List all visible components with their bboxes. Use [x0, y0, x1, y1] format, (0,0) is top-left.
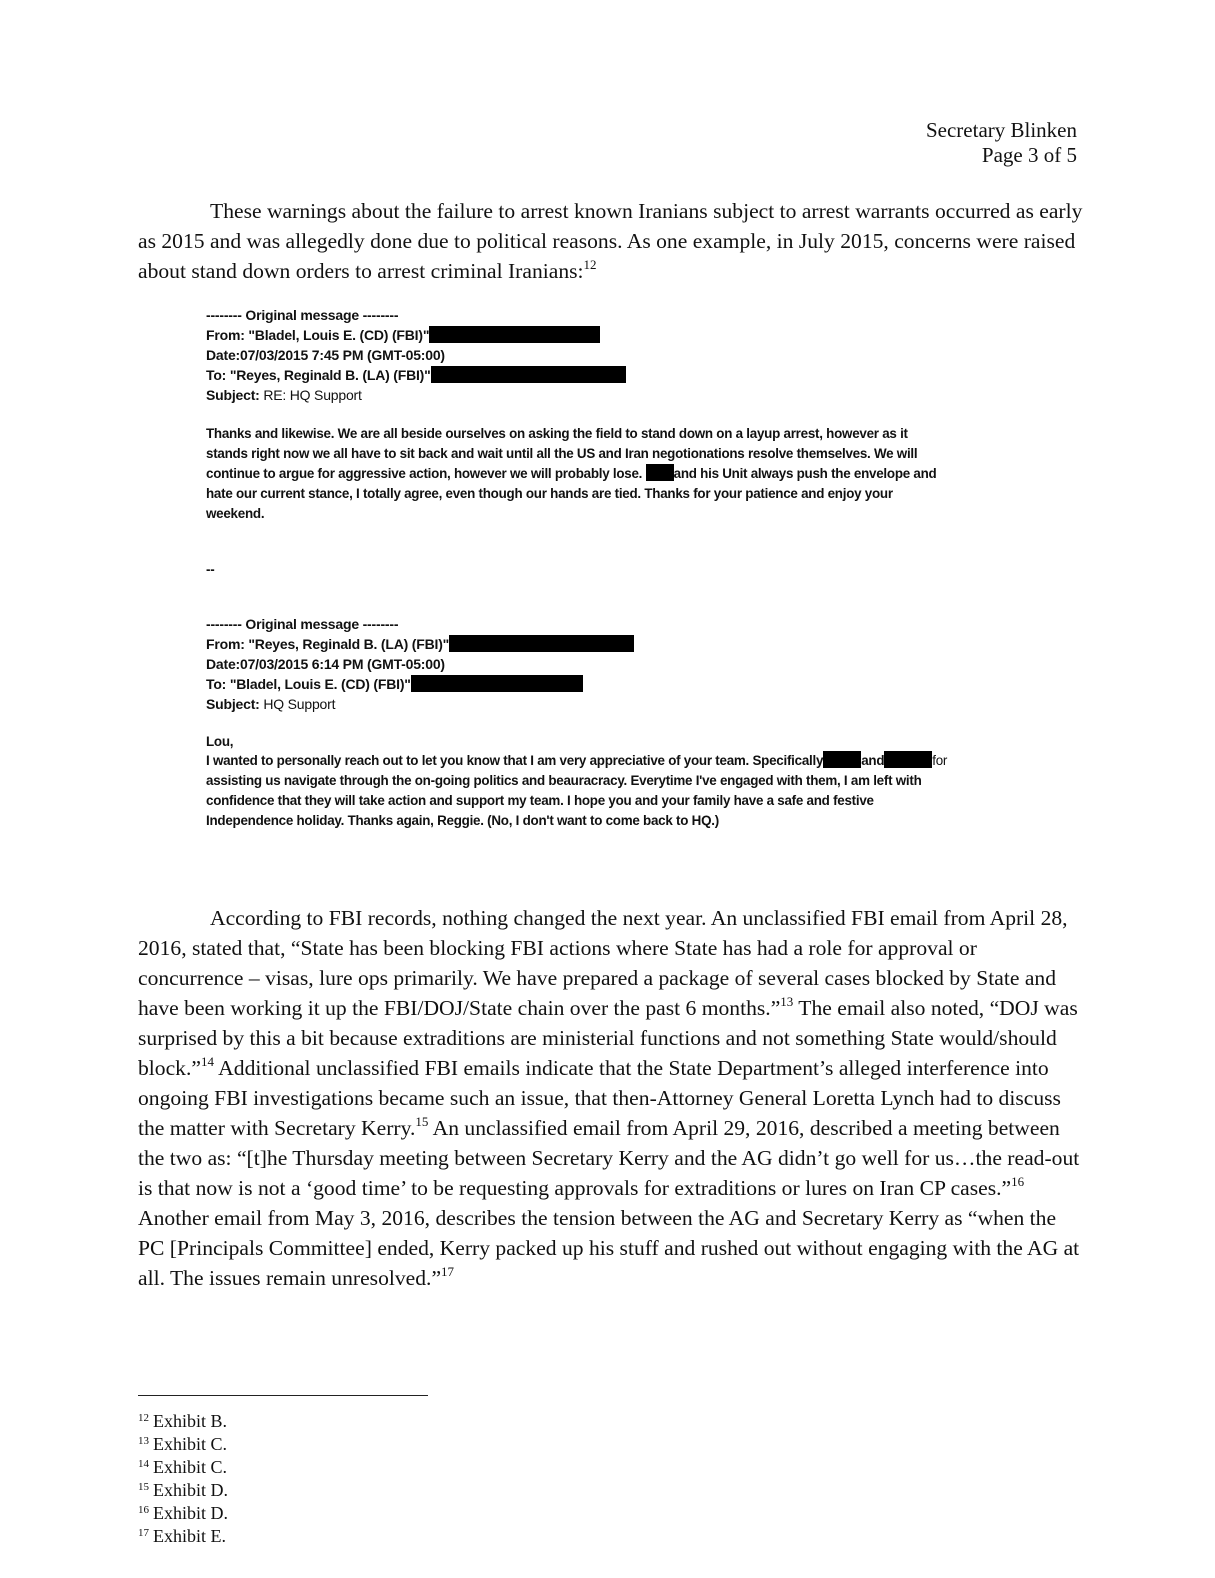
email2-body-line: confidence that they will take action and support my team. I hope you and your family have a safe and festive: [206, 793, 874, 808]
footnote-item: $^{12}$ Exhibit B.: [138, 1411, 228, 1431]
footnotes-list: [138, 1410, 228, 1548]
email2-body-line: assisting us navigate through the on-going politics and beauracracy. Everytime I've engaged with them, I am left with: [206, 773, 922, 788]
email-excerpt-image: [204, 304, 1064, 844]
email2-from: From: "Reyes, Reginald B. (LA) (FBI)": [206, 634, 634, 654]
email2-greeting: Lou,: [206, 734, 234, 749]
paragraph-intro-text: These warnings about the failure to arrest known Iranians subject to arrest warrants occurred as early as 2015 and was allegedly done due to political reasons. As one example, in July 2015, concerns were raised about stand down orders to arrest criminal Iranians:: [138, 199, 1083, 283]
redaction-bar: [411, 675, 583, 692]
email2-date: Date:07/03/2015 6:14 PM (GMT-05:00): [206, 656, 445, 672]
redaction-bar: [884, 751, 932, 768]
page-header: [926, 118, 1077, 168]
redaction-bar: [449, 635, 634, 652]
header-page-number: Page 3 of 5: [981, 143, 1077, 167]
redaction-bar: [429, 326, 600, 343]
email1-date: Date:07/03/2015 7:45 PM (GMT-05:00): [206, 347, 445, 363]
redaction-bar: [646, 464, 674, 481]
paragraph-records: According to FBI records, nothing changed the next year. An unclassified FBI email from April 28, 2016, stated that, “State has been blocking FBI actions where State has had a role for approval or concurrence – visas, lure ops primarily. We have prepared a package of several cases blocked by State and have been working it up the FBI/DOJ/State chain over the past 6 months.”$^{13}$ The email also noted, “DOJ was surprised by this a bit because extraditions are ministerial functions and not something State would/should block.”$^{14}$ Additional unclassified FBI emails indicate that the State Department’s alleged interference into ongoing FBI investigations became such an issue, that then-Attorney General Loretta Lynch had to discuss the matter with Secretary Kerry.$^{15}$ An unclassified email from April 29, 2016, described a meeting between the two as: “[t]he Thursday meeting between Secretary Kerry and the AG didn’t go well for us…the read-out is that now is not a ‘good time’ to be requesting approvals for extraditions or lures on Iran CP cases.”$^{16}$ Another email from May 3, 2016, describes the tension between the AG and Secretary Kerry as “when the PC [Principals Committee] ended, Kerry packed up his stuff and rushed out without engaging with the AG at all. The issues remain unresolved.”$^{17}$: [138, 906, 1080, 1290]
footnote-ref-17: 17: [441, 1264, 455, 1279]
footnote-ref-13: 13: [780, 994, 794, 1009]
paragraph-intro: [138, 196, 1083, 286]
footnote-item: $^{13}$ Exhibit C.: [138, 1434, 228, 1454]
email-separator: --: [206, 562, 215, 577]
footnote-item: $^{16}$ Exhibit D.: [138, 1503, 228, 1523]
redaction-bar: [823, 751, 861, 768]
email1-divider: -------- Original message --------: [206, 307, 399, 323]
email2-divider: -------- Original message --------: [206, 616, 399, 632]
email2-body-line: Independence holiday. Thanks again, Reggie. (No, I don't want to come back to HQ.): [206, 813, 719, 828]
email1-body-line: Thanks and likewise. We are all beside ourselves on asking the field to stand down on a layup arrest, however as it: [206, 426, 908, 441]
email1-subject: Subject: RE: HQ Support: [206, 387, 362, 403]
email2-body-line: I wanted to personally reach out to let you know that I am very appreciative of your team. Specifically and for: [206, 753, 948, 768]
redaction-bar: [431, 366, 626, 383]
email1-body-line: hate our current stance, I totally agree, even though our hands are tied. Thanks for your patience and enjoy your: [206, 486, 893, 501]
footnote-ref-16: 16: [1011, 1174, 1025, 1189]
email1-to: To: "Reyes, Reginald B. (LA) (FBI)": [206, 365, 626, 385]
email1-body-line: weekend.: [206, 506, 265, 521]
footnote-item: $^{14}$ Exhibit C.: [138, 1457, 228, 1477]
email2-subject: Subject: HQ Support: [206, 696, 336, 712]
email1-from: From: "Bladel, Louis E. (CD) (FBI)": [206, 325, 600, 345]
footnote-ref-14: 14: [200, 1054, 214, 1069]
header-addressee: Secretary Blinken: [925, 118, 1077, 142]
email1-body-line: continue to argue for aggressive action, however we will probably lose. and his Unit always push the envelope and: [206, 466, 937, 481]
email2-to: To: "Bladel, Louis E. (CD) (FBI)": [206, 674, 583, 694]
footnote-item: $^{17}$ Exhibit E.: [138, 1526, 226, 1546]
email1-body-line: stands right now we all have to sit back and wait until all the US and Iran negotionations resolve themselves. We will: [206, 446, 918, 461]
footnote-item: $^{15}$ Exhibit D.: [138, 1480, 228, 1500]
footnote-ref-12: 12: [583, 257, 597, 272]
footnote-ref-15: 15: [415, 1114, 429, 1129]
footnote-divider: [138, 1395, 428, 1396]
